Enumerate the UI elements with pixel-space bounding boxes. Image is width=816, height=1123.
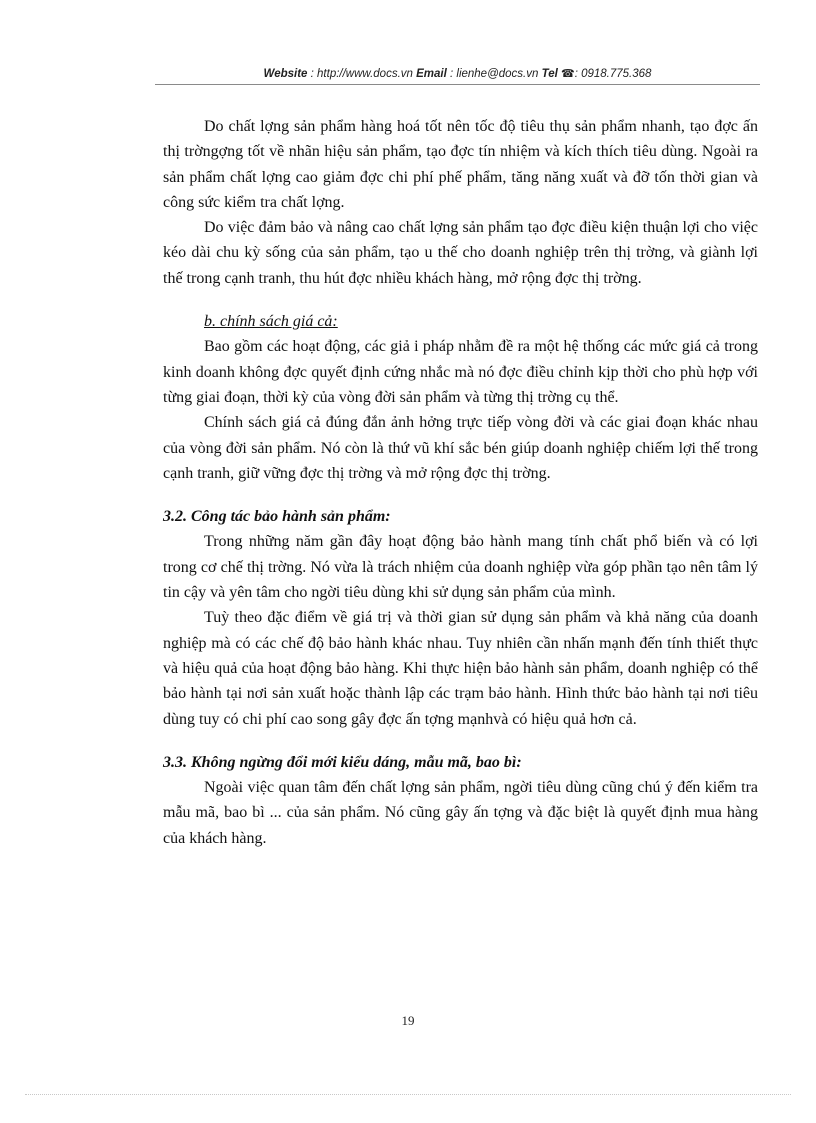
paragraph-quality-advantage: Do việc đảm bảo và nâng cao chất lợng sản phẩm tạo đợc điều kiện thuận lợi cho việc kéo dài chu kỳ sống của sản phẩm, tạo u thế cho doanh nghiệp trên thị trờng, và giành lợi thế trong cạnh tranh, thu hút đợc nhiều khách hàng, mở rộng đợc thị trờng. xyxy=(163,219,758,287)
email-value[interactable]: : lienhe@docs.vn xyxy=(450,68,539,80)
page-header xyxy=(155,67,760,80)
heading-design-packaging: 3.3. Không ngừng đổi mới kiểu dáng, mẫu mã, bao bì: xyxy=(163,753,522,771)
paragraph-warranty-forms: Tuỳ theo đặc điểm về giá trị và thời gian sử dụng sản phẩm và khả năng của doanh nghiệp mà có các chế độ bảo hành khác nhau. Tuy nhiên cần nhấn mạnh đến tính thiết thực và hiệu quả của hoạt động bảo hàng. Khi thực hiện bảo hành sản phẩm, doanh nghiệp có thể bảo hành tại nơi sản xuất hoặc thành lập các trạm bảo hành. Hình thức bảo hành tại nơi tiêu dùng tuy có chi phí cao song gây đợc ấn tợng mạnhvà có hiệu quả hơn cả. xyxy=(163,609,758,728)
phone-icon: ☎ xyxy=(561,68,575,80)
tel-value: : 0918.775.368 xyxy=(574,68,652,80)
heading-warranty: 3.2. Công tác bảo hành sản phẩm: xyxy=(163,508,391,526)
document-body xyxy=(163,114,758,851)
header-rule xyxy=(155,84,760,85)
footer-rule xyxy=(25,1094,791,1095)
page-number: 19 xyxy=(401,1013,415,1028)
paragraph-price-activities: Bao gồm các hoạt động, các giả i pháp nhằm đề ra một hệ thống các mức giá cả trong kinh doanh không đợc quyết định cứng nhắc mà nó đợc điều chỉnh kịp thời cho phù hợp với từng giai đoạn, thời kỳ của vòng đời sản phẩm và từng thị trờng cụ thể. xyxy=(163,338,758,406)
paragraph-design-packaging: Ngoài việc quan tâm đến chất lợng sản phẩm, ngời tiêu dùng cũng chú ý đến kiểm tra mẫu mã, bao bì ... của sản phẩm. Nó cũng gây ấn tợng và đặc biệt là quyết định mua hàng của khách hàng. xyxy=(163,779,758,847)
email-label: Email xyxy=(416,68,447,80)
subheading-price-policy: b. chính sách giá cả: xyxy=(204,313,338,331)
paragraph-quality-benefits: Do chất lợng sản phẩm hàng hoá tốt nên tốc độ tiêu thụ sản phẩm nhanh, tạo đợc ấn thị trờngợng tốt về nhãn hiệu sản phẩm, tạo đợc tín nhiệm và kích thích tiêu dùng. Ngoài ra sản phẩm chất lợng cao giảm đợc chi phí phế phẩm, tăng năng xuất và đỡ tốn thời gian và công sức kiểm tra chất lợng. xyxy=(163,118,758,211)
website-value[interactable]: : http://www.docs.vn xyxy=(310,68,413,80)
website-label: Website xyxy=(263,68,308,80)
paragraph-price-impact: Chính sách giá cả đúng đắn ảnh hởng trực tiếp vòng đời và các giai đoạn khác nhau của vòng đời sản phẩm. Nó còn là thứ vũ khí sắc bén giúp doanh nghiệp chiếm lợi thế trong cạnh tranh, giữ vững đợc thị trờng và mở rộng đợc thị trờng. xyxy=(163,414,758,482)
tel-label: Tel xyxy=(541,68,558,80)
paragraph-warranty-role: Trong những năm gần đây hoạt động bảo hành mang tính chất phổ biến và có lợi trong cơ chế thị trờng. Nó vừa là trách nhiệm của doanh nghiệp vừa góp phần tạo nên tâm lý tin cậy và yên tâm cho ngời tiêu dùng khi sử dụng sản phẩm của mình. xyxy=(163,533,758,602)
